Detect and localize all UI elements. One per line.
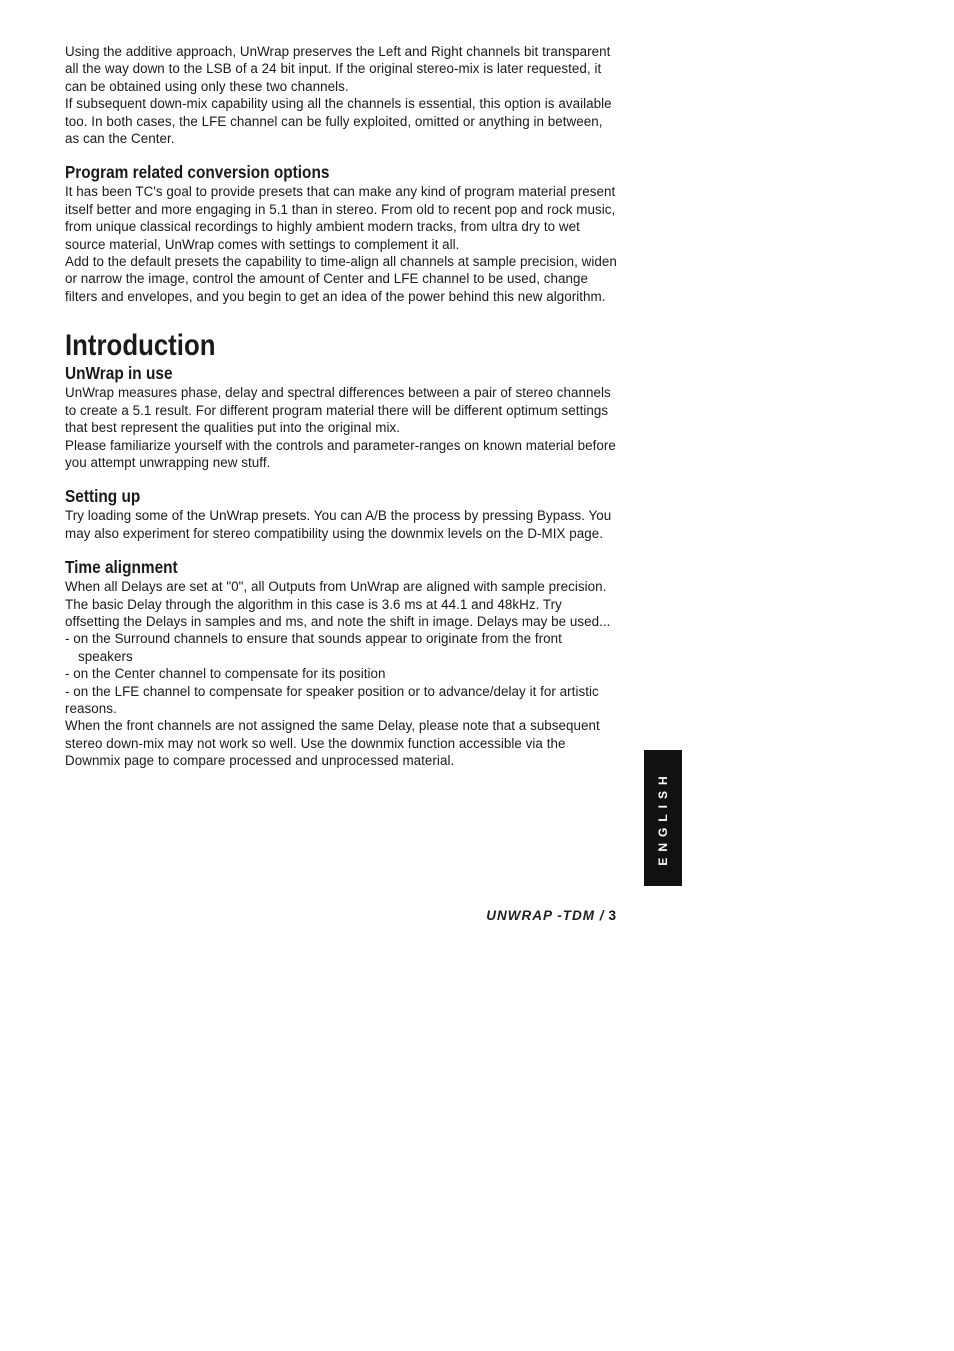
list-item: - on the Center channel to compensate for its position: [65, 666, 386, 682]
page-number: 3: [608, 908, 616, 923]
language-tab: [644, 750, 682, 886]
intro-paragraph-2: If subsequent down-mix capability using all the channels is essential, this option is available too. In both cases, the LFE channel can be fully exploited, omitted or anything in between, as can the Center.: [65, 96, 612, 147]
list-item: - on the LFE channel to compensate for speaker position or to advance/delay it for artistic reasons.: [65, 683, 599, 716]
page-content: [65, 43, 617, 770]
unwrap-in-use-paragraph-2: Please familiarize yourself with the controls and parameter-ranges on known material before you attempt unwrapping new stuff.: [65, 437, 616, 470]
intro-paragraph-1: Using the additive approach, UnWrap preserves the Left and Right channels bit transparent all the way down to the LSB of a 24 bit input. If the original stereo-mix is later requested, it can be obtained using only these two channels.: [65, 44, 611, 94]
program-options-heading: Program related conversion options: [65, 162, 330, 183]
program-options-paragraph-1: It has been TC's goal to provide presets that can make any kind of program material present itself better and more engaging in 5.1 than in stereo. From old to recent pop and rock music, from unique classical recordings to highly ambient modern tracks, from ultra dry to wet source material, UnWrap comes with settings to complement it all.: [65, 184, 616, 252]
language-tab-label: ENGLISH: [656, 770, 670, 866]
page-footer: [486, 908, 616, 923]
setting-up-paragraph: Try loading some of the UnWrap presets. You can A/B the process by pressing Bypass. You may also experiment for stereo compatibility using the downmix levels on the D-MIX page.: [65, 508, 612, 541]
footer-title: UNWRAP -TDM /: [486, 908, 605, 923]
list-item: - on the Surround channels to ensure that sounds appear to originate from the front speakers: [65, 631, 562, 664]
program-options-paragraph-2: Add to the default presets the capability to time-align all channels at sample precision, widen or narrow the image, control the amount of Center and LFE channel to be used, change filters and envelopes, and you begin to get an idea of the power behind this new algorithm.: [65, 254, 617, 304]
time-alignment-closing: When the front channels are not assigned the same Delay, please note that a subsequent stereo down-mix may not work so well. Use the downmix function accessible via the Downmix page to compare processed and unprocessed material.: [65, 718, 600, 769]
setting-up-heading: Setting up: [65, 486, 141, 507]
introduction-title: Introduction: [65, 329, 216, 363]
time-alignment-heading: Time alignment: [65, 557, 178, 578]
time-alignment-paragraph: When all Delays are set at "0", all Outputs from UnWrap are aligned with sample precision. The basic Delay through the algorithm in this case is 3.6 ms at 44.1 and 48kHz. Try offsetting the Delays in samples and ms, and note the shift in image. Delays may be used...: [65, 579, 611, 629]
unwrap-in-use-heading: UnWrap in use: [65, 363, 173, 384]
unwrap-in-use-paragraph-1: UnWrap measures phase, delay and spectral differences between a pair of stereo channels to create a 5.1 result. For different program material there will be different optimum settings that best represent the qualities put into the original mix.: [65, 385, 611, 436]
